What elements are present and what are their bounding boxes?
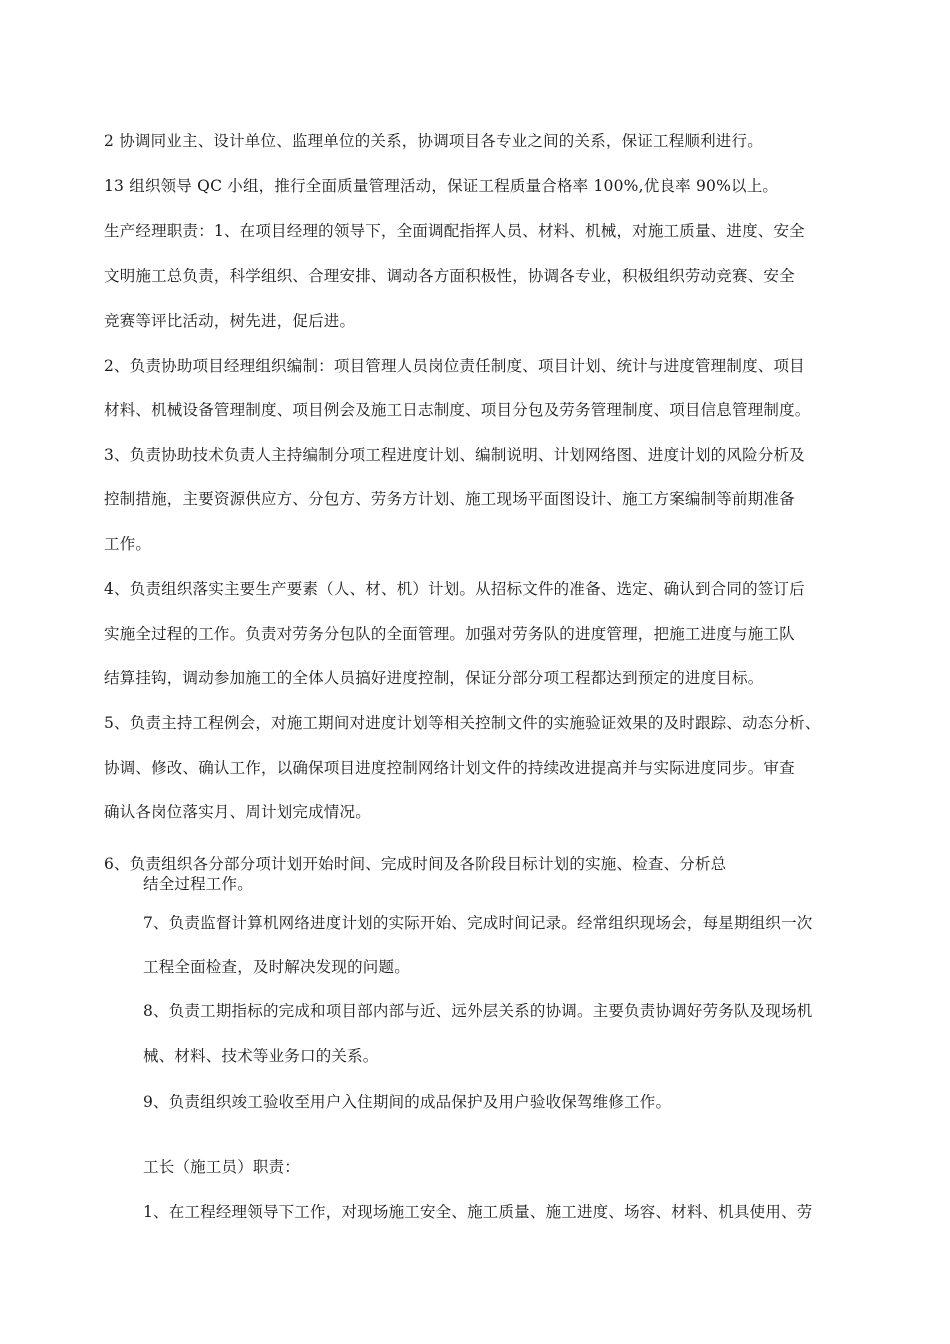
paragraph-line: 械、材料、技术等业务口的关系。 [143, 1047, 379, 1065]
paragraph-line: 文明施工总负责，科学组织、合理安排、调动各方面积极性，协调各专业，积极组织劳动竞赛、安全 [104, 267, 795, 285]
paragraph-line: 3、负责协助技术负责人主持编制分项工程进度计划、编制说明、计划网络图、进度计划的风险分析及 [104, 446, 805, 464]
paragraph-line: 控制措施，主要资源供应方、分包方、劳务方计划、施工现场平面图设计、施工方案编制等前期准备 [104, 490, 795, 508]
paragraph-line: 7、负责监督计算机网络进度计划的实际开始、完成时间记录。经常组织现场会，每星期组织一次 [143, 914, 813, 932]
paragraph-line: 生产经理职责：1、在项目经理的领导下，全面调配指挥人员、材料、机械，对施工质量、进度、安全 [104, 222, 805, 240]
paragraph-line: 工作。 [104, 535, 152, 553]
paragraph-line: 实施全过程的工作。负责对劳务分包队的全面管理。加强对劳务队的进度管理，把施工进度与施工队 [104, 625, 795, 643]
paragraph-line: 5、负责主持工程例会，对施工期间对进度计划等相关控制文件的实施验证效果的及时跟踪、动态分析、 [104, 714, 821, 732]
paragraph-line: 13 组织领导 QC 小组，推行全面质量管理活动，保证工程质量合格率 100%,优良率 90%以上。 [104, 177, 779, 195]
paragraph-line: 确认各岗位落实月、周计划完成情况。 [104, 803, 371, 821]
paragraph-line: 竞赛等评比活动，树先进，促后进。 [104, 312, 356, 330]
paragraph-line: 4、负责组织落实主要生产要素（人、材、机）计划。从招标文件的准备、选定、确认到合同的签订后 [104, 580, 805, 598]
paragraph-line: 1、在工程经理领导下工作，对现场施工安全、施工质量、施工进度、场容、材料、机具使用、劳 [143, 1203, 813, 1221]
paragraph-line: 结算挂钩，调动参加施工的全体人员搞好进度控制，保证分部分项工程都达到预定的进度目标。 [104, 669, 764, 687]
paragraph-line: 9、负责组织竣工验收至用户入住期间的成品保护及用户验收保驾维修工作。 [143, 1093, 672, 1111]
paragraph-line: 协调、修改、确认工作，以确保项目进度控制网络计划文件的持续改进提高并与实际进度同步。审查 [104, 759, 795, 777]
section-heading: 工长（施工员）职责： [143, 1158, 301, 1176]
paragraph-line: 结全过程工作。 [143, 875, 253, 893]
paragraph-line: 材料、机械设备管理制度、项目例会及施工日志制度、项目分包及劳务管理制度、项目信息管理制度。 [104, 401, 811, 419]
paragraph-line: 8、负责工期指标的完成和项目部内部与近、远外层关系的协调。主要负责协调好劳务队及现场机 [143, 1002, 813, 1020]
paragraph-line: 6、负责组织各分部分项计划开始时间、完成时间及各阶段目标计划的实施、检查、分析总 [104, 855, 727, 873]
paragraph-line: 2 协调同业主、设计单位、监理单位的关系，协调项目各专业之间的关系，保证工程顺利进行。 [104, 132, 763, 150]
paragraph-line: 2、负责协助项目经理组织编制：项目管理人员岗位责任制度、项目计划、统计与进度管理制度、项目 [104, 357, 805, 375]
paragraph-line: 工程全面检查，及时解决发现的问题。 [143, 958, 410, 976]
